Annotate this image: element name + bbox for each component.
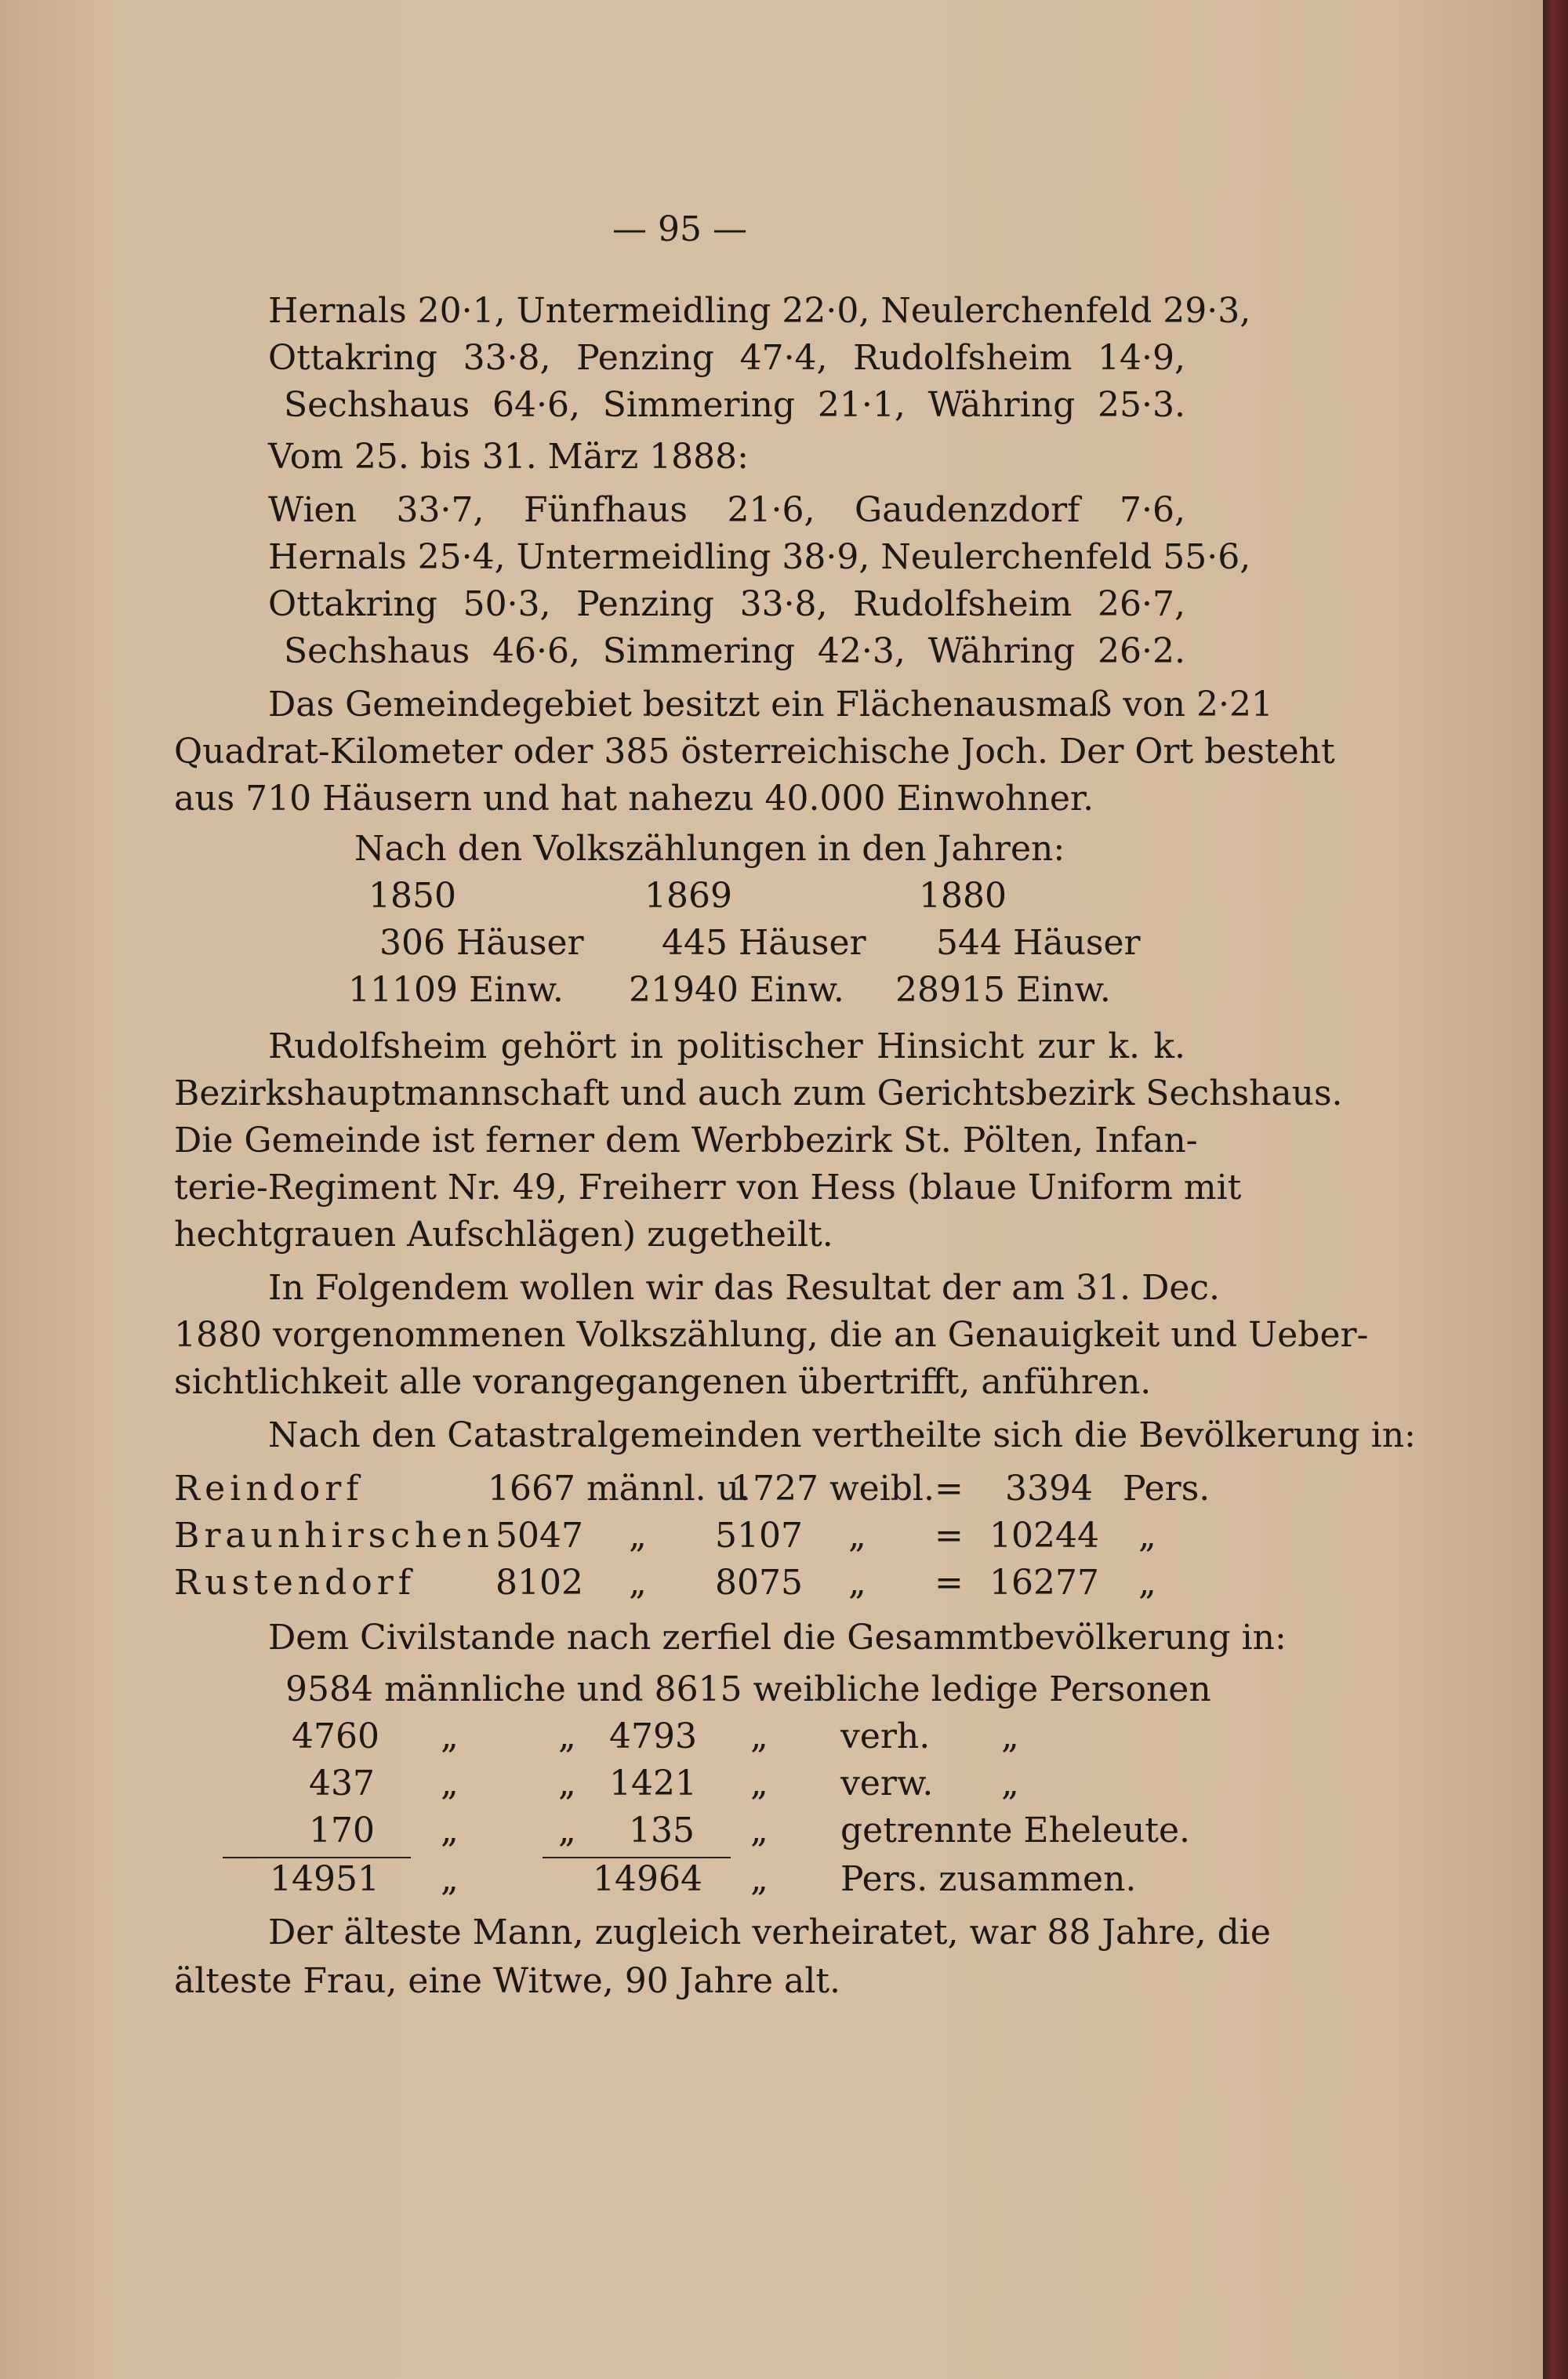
- census-year: 1869: [644, 876, 732, 916]
- para-admin-line-5: hechtgrauen Aufschlägen) zugetheilt.: [174, 1215, 833, 1255]
- para-admin-line-4: terie-Regiment Nr. 49, Freiherr von Hess (blaue Uniform mit: [174, 1168, 1242, 1208]
- stats-2-line-3: Ottakring 50·3, Penzing 33·8, Rudolfsheim 26·7,: [268, 584, 1185, 624]
- census-years-row: [174, 872, 1185, 921]
- para-result-line-3: sichtlichkeit alle vorangegangenen übertrifft, anführen.: [174, 1362, 1152, 1402]
- cadastral-ditto: „: [848, 1563, 866, 1603]
- para-oldest-line-1: Der älteste Mann, zugleich verheiratet, war 88 Jahre, die: [268, 1912, 1271, 1952]
- civil-ditto: „: [1001, 1716, 1019, 1756]
- para-oldest-line-2: älteste Frau, eine Witwe, 90 Jahre alt.: [174, 1961, 840, 2001]
- page-number: — 95 —: [612, 209, 747, 249]
- civil-ditto: „: [558, 1716, 576, 1756]
- para-admin-line-1: Rudolfsheim gehört in politischer Hinsicht zur k. k.: [268, 1026, 1185, 1066]
- census-inhabitants-row: [174, 966, 1185, 1015]
- civil-male: 437: [309, 1763, 375, 1803]
- civil-ditto: „: [750, 1811, 768, 1851]
- date-line: Vom 25. bis 31. März 1888:: [268, 437, 749, 477]
- civil-male: 170: [309, 1811, 375, 1851]
- cadastral-female: 1727 weibl.: [731, 1469, 935, 1509]
- civil-heading: Dem Civilstande nach zerfiel die Gesammtbevölkerung in:: [268, 1618, 1287, 1658]
- cadastral-ditto: „: [629, 1563, 647, 1603]
- stats-2-line-4: Sechshaus 46·6, Simmering 42·3, Währing 26·2.: [284, 631, 1185, 671]
- cadastral-total: 3394: [1005, 1469, 1093, 1509]
- civil-label: verh.: [840, 1716, 931, 1756]
- census-inhabitants: 11109 Einw.: [348, 970, 564, 1010]
- cadastral-ditto: „: [629, 1516, 647, 1556]
- civil-female: 1421: [609, 1763, 697, 1803]
- civil-ditto: „: [1001, 1763, 1019, 1803]
- cadastral-ditto: „: [848, 1516, 866, 1556]
- book-spine-edge: [1543, 0, 1568, 2379]
- civil-ditto: „: [750, 1716, 768, 1756]
- civil-female: 4793: [609, 1716, 697, 1756]
- stats-1-line-1: Hernals 20·1, Untermeidling 22·0, Neulerchenfeld 29·3,: [268, 291, 1251, 331]
- census-inhabitants: 21940 Einw.: [629, 970, 844, 1010]
- civil-total-label: Pers. zusammen.: [840, 1859, 1137, 1899]
- civil-male: 4760: [292, 1716, 379, 1756]
- cadastral-male: 1667 männl. u.: [488, 1469, 750, 1509]
- cadastral-female: 5107: [715, 1516, 803, 1556]
- civil-total-male: 14951: [270, 1859, 379, 1899]
- cadastral-total: 10244: [989, 1516, 1099, 1556]
- census-year: 1880: [919, 876, 1007, 916]
- cadastral-equals: =: [935, 1469, 964, 1509]
- census-inhabitants: 28915 Einw.: [895, 970, 1111, 1010]
- census-houses: 445 Häuser: [662, 923, 866, 963]
- civil-ditto: „: [558, 1763, 576, 1803]
- cadastral-male: 5047: [495, 1516, 583, 1556]
- para-result-line-2: 1880 vorgenommenen Volkszählung, die an Genauigkeit und Ueber-: [174, 1315, 1369, 1355]
- para-area-line-1: Das Gemeindegebiet besitzt ein Flächenausmaß von 2·21: [268, 685, 1273, 725]
- stats-2-line-2: Hernals 25·4, Untermeidling 38·9, Neulerchenfeld 55·6,: [268, 537, 1251, 577]
- civil-ditto: „: [441, 1811, 459, 1851]
- civil-ditto: „: [750, 1859, 768, 1899]
- civil-ditto: „: [441, 1716, 459, 1756]
- civil-female: 135: [629, 1811, 695, 1851]
- civil-ditto: „: [558, 1811, 576, 1851]
- cadastral-male: 8102: [495, 1563, 583, 1603]
- cadastral-unit: Pers.: [1123, 1469, 1210, 1509]
- census-houses: 544 Häuser: [936, 923, 1141, 963]
- cadastral-name: Braunhirschen: [174, 1516, 494, 1556]
- civil-row: [174, 1807, 1190, 1855]
- civil-ditto: „: [441, 1763, 459, 1803]
- cadastral-equals: =: [935, 1563, 964, 1603]
- cadastral-unit: „: [1138, 1563, 1156, 1603]
- census-houses-row: [174, 919, 1185, 968]
- civil-row: [174, 1713, 1185, 1761]
- para-area-line-2: Quadrat-Kilometer oder 385 österreichische Joch. Der Ort besteht: [174, 732, 1335, 772]
- civil-ditto: „: [441, 1859, 459, 1899]
- para-admin-line-3: Die Gemeinde ist ferner dem Werbbezirk St. Pölten, Infan-: [174, 1120, 1198, 1160]
- census-houses: 306 Häuser: [379, 923, 584, 963]
- cadastral-female: 8075: [715, 1563, 803, 1603]
- census-year: 1850: [368, 876, 456, 916]
- civil-row-single: 9584 männliche und 8615 weibliche ledige Personen: [285, 1669, 1211, 1709]
- cadastral-unit: „: [1138, 1516, 1156, 1556]
- civil-total-female: 14964: [593, 1859, 702, 1899]
- cadastral-row: [174, 1512, 1185, 1560]
- cadastral-heading: Nach den Catastralgemeinden vertheilte sich die Bevölkerung in:: [268, 1415, 1416, 1455]
- civil-row: [174, 1760, 1185, 1808]
- civil-total-row: [174, 1855, 1185, 1904]
- census-heading: Nach den Volkszählungen in den Jahren:: [354, 829, 1065, 869]
- cadastral-name: Reindorf: [174, 1469, 364, 1509]
- cadastral-total: 16277: [989, 1563, 1099, 1603]
- stats-1-line-2: Ottakring 33·8, Penzing 47·4, Rudolfsheim 14·9,: [268, 338, 1185, 378]
- cadastral-equals: =: [935, 1516, 964, 1556]
- cadastral-row: [174, 1465, 1210, 1513]
- stats-1-line-3: Sechshaus 64·6, Simmering 21·1, Währing 25·3.: [284, 385, 1185, 425]
- civil-label: getrennte Eheleute.: [840, 1811, 1190, 1851]
- civil-ditto: „: [750, 1763, 768, 1803]
- para-result-line-1: In Folgendem wollen wir das Resultat der am 31. Dec.: [268, 1268, 1221, 1308]
- para-area-line-3: aus 710 Häusern und hat nahezu 40.000 Einwohner.: [174, 779, 1094, 819]
- para-admin-line-2: Bezirkshauptmannschaft und auch zum Gerichtsbezirk Sechshaus.: [174, 1073, 1343, 1113]
- cadastral-row: [174, 1559, 1185, 1607]
- civil-label: verw.: [840, 1763, 934, 1803]
- stats-2-line-1: Wien 33·7, Fünfhaus 21·6, Gaudenzdorf 7·6,: [268, 490, 1185, 530]
- cadastral-name: Rustendorf: [174, 1563, 416, 1603]
